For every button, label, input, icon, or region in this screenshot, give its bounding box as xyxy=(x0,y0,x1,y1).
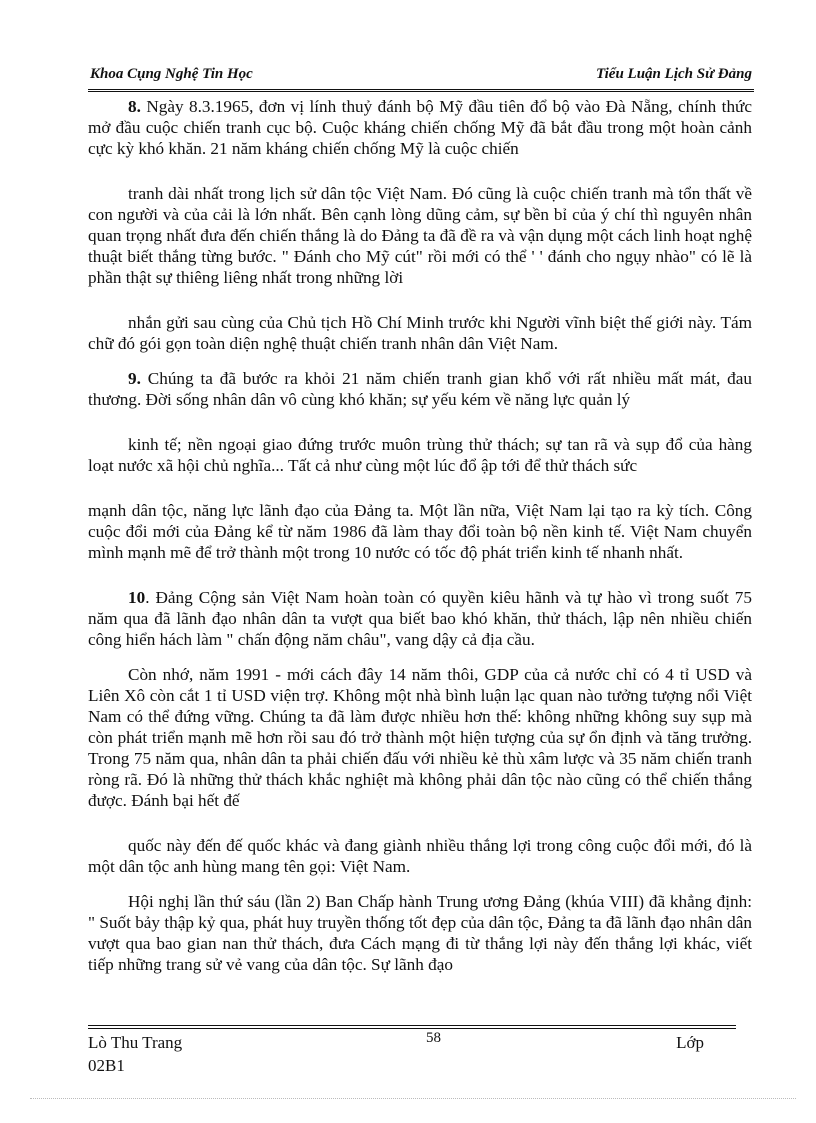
paragraph-8-cont xyxy=(88,183,752,288)
page-number: 58 xyxy=(426,1030,441,1046)
paragraph-number: 10 xyxy=(128,588,146,607)
paragraph-9-end xyxy=(88,500,752,563)
paragraph-text: Còn nhớ, năm 1991 - mới cách đây 14 năm thôi, GDP của cả nước chỉ có 4 tỉ USD và Liên Xô còn cắt 1 tỉ USD viện trợ. Không một nhà bình luận lạc quan nào tưởng tượng nổi Việt Nam có thể đứng vững. Chúng ta đã làm được nhiều hơn thế: không những không suy sụp mà còn phát triển mạnh mẽ hơn rồi sau đó trở thành một hiện tượng của sự ổn định và tăng trưởng. Trong 75 năm qua, nhân dân ta phải chiến đấu với nhiều kẻ thù xâm lược và 35 năm chiến tranh ròng rã. Đó là những thử thách khắc nghiệt mà không phải dân tộc nào cũng có thể chiến thắng được. Đánh bại hết đế xyxy=(88,665,752,810)
paragraph-10 xyxy=(88,587,752,650)
page-edge-divider xyxy=(30,1098,796,1099)
paragraph-number: 8. xyxy=(128,97,141,116)
paragraph-number: 9. xyxy=(128,369,141,388)
page-header xyxy=(90,66,752,88)
header-rule-bottom xyxy=(88,91,754,92)
paragraph-recall xyxy=(88,664,752,811)
document-body xyxy=(88,96,752,975)
paragraph-text: mạnh dân tộc, năng lực lãnh đạo của Đảng ta. Một lần nữa, Việt Nam lại tạo ra kỳ tích. Công cuộc đổi mới của Đảng kể từ năm 1986 đã làm thay đổi toàn bộ nền kinh tế. Việt Nam chuyển mình mạnh mẽ để trở thành một trong 10 nước có tốc độ phát triển kinh tế nhanh nhất. xyxy=(88,501,752,562)
paragraph-text: Ngày 8.3.1965, đơn vị lính thuỷ đánh bộ Mỹ đầu tiên đổ bộ vào Đà Nẵng, chính thức mở đầu cuộc chiến tranh cục bộ. Cuộc kháng chiến chống Mỹ đã bắt đầu trong một hoàn cảnh cực kỳ khó khăn. 21 năm kháng chiến chống Mỹ là cuộc chiến xyxy=(88,97,752,158)
footer-class-label: Lớp xyxy=(676,1033,704,1052)
paragraph-text: tranh dài nhất trong lịch sử dân tộc Việt Nam. Đó cũng là cuộc chiến tranh mà tổn thất về con người và của cải là lớn nhất. Bên cạnh lòng dũng cảm, sự bền bỉ của ý chí thì nguyên nhân quan trọng nhất đưa đến chiến thắng là do Đảng ta đã đề ra và vận dụng một cách linh hoạt nghệ thuật biết thắng từng bước. " Đánh cho Mỹ cút" rồi mới có thể ' ' đánh cho ngụy nhào" có lẽ là phần thật sự thiêng liêng nhất trong những lời xyxy=(88,184,752,287)
paragraph-9-cont xyxy=(88,434,752,476)
paragraph-8-end xyxy=(88,312,752,354)
paragraph-text: nhắn gửi sau cùng của Chủ tịch Hồ Chí Minh trước khi Người vĩnh biệt thế giới này. Tám chữ đó gói gọn toàn diện nghệ thuật chiến tranh nhân dân Việt Nam. xyxy=(88,313,752,353)
header-rule-top xyxy=(88,89,754,90)
footer-rule-bottom xyxy=(88,1028,736,1029)
paragraph-9 xyxy=(88,368,752,410)
paragraph-text: quốc này đến đế quốc khác và đang giành nhiều thắng lợi trong công cuộc đổi mới, đó là một dân tộc anh hùng mang tên gọi: Việt Nam. xyxy=(88,836,752,876)
paragraph-conference xyxy=(88,891,752,975)
paragraph-text: Hội nghị lần thứ sáu (lần 2) Ban Chấp hành Trung ương Đảng (khúa VIII) đã khẳng định: " Suốt bảy thập kỷ qua, phát huy truyền thống tốt đẹp của dân tộc, Đảng ta đã lãnh đạo nhân dân vượt qua bao gian nan thử thách, đưa Cách mạng đi từ thắng lợi này đến thắng lợi khác, viết tiếp những trang sử vẻ vang của dân tộc. Sự lãnh đạo xyxy=(88,892,752,974)
paragraph-recall-end xyxy=(88,835,752,877)
paragraph-text: . Đảng Cộng sản Việt Nam hoàn toàn có quyền kiêu hãnh và tự hào vì trong suốt 75 năm qua đã lãnh đạo nhân dân ta vượt qua biết bao khó khăn, thử thách, lập nên nhiều chiến công hiển hách làm " chấn động năm châu", vang dậy cả địa cầu. xyxy=(88,588,752,649)
footer-rule-top xyxy=(88,1025,736,1026)
header-faculty: Khoa Cụng Nghệ Tin Học xyxy=(90,66,253,82)
paragraph-text: kinh tế; nền ngoại giao đứng trước muôn trùng thử thách; sự tan rã và sụp đổ của hàng loạt nước xã hội chủ nghĩa... Tất cả như cùng một lúc đổ ập tới để thử thách sức xyxy=(88,435,752,475)
footer-author: Lò Thu Trang xyxy=(88,1033,183,1052)
header-title: Tiểu Luận Lịch Sử Đảng xyxy=(596,66,752,82)
paragraph-8 xyxy=(88,96,752,159)
paragraph-text: Chúng ta đã bước ra khỏi 21 năm chiến tranh gian khổ với rất nhiều mất mát, đau thương. Đời sống nhân dân vô cùng khó khăn; sự yếu kém về năng lực quản lý xyxy=(88,369,752,409)
footer-class-code: 02B1 xyxy=(88,1056,125,1075)
